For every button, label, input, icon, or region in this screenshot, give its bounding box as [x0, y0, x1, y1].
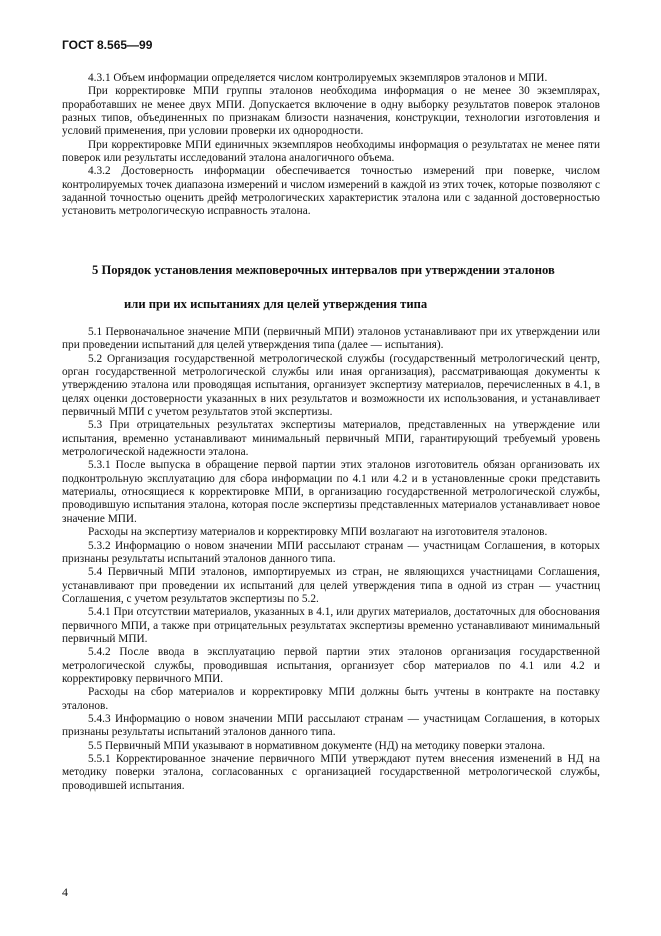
paragraph: 5.5.1 Корректированное значение первичного МПИ утверждают путем внесения изменений в НД на методику поверки эталона, согласованных с организацией государственной метрологической службы, проводившей испытания. [62, 753, 600, 792]
paragraph: 5.5 Первичный МПИ указывают в нормативном документе (НД) на методику поверки эталона. [88, 739, 546, 752]
paragraph: Расходы на сбор материалов и корректировку МПИ должны быть учтены в контракте на поставку эталонов. [62, 686, 600, 712]
paragraph: 5.4.2 После ввода в эксплуатацию первой партии этих эталонов организация государственной метрологической службы, проводившая испытания, организует сбор материалов по 4.1 или 4.2 и корректировку первичного МПИ. [62, 646, 600, 685]
section-5-heading [62, 263, 600, 312]
paragraph: 5.3.2 Информацию о новом значении МПИ рассылают странам — участницам Соглашения, в которых признаны результаты испытаний эталонов данного типа. [62, 539, 600, 565]
paragraph: 5.1 Первоначальное значение МПИ (первичный МПИ) эталонов устанавливают при их утверждении или при проведении испытаний для целей утверждения типа (далее — испытания). [62, 326, 600, 352]
paragraph: 5.4.1 При отсутствии материалов, указанных в 4.1, или других материалов, достаточных для обоснования первичного МПИ, а также при отрицательных результатах экспертизы временно устанавливают минимальный первичный МПИ. [62, 606, 600, 645]
page-header-doc-id: ГОСТ 8.565—99 [62, 38, 153, 52]
paragraph: При корректировке МПИ единичных экземпляров необходимы информация о результатах не менее пяти поверок или результаты исследований эталона аналогичного объема. [62, 138, 600, 165]
paragraph: 4.3.2 Достоверность информации обеспечивается точностью измерений при поверке, числом контролируемых точек диапазона измерений и числом измерений в каждой из этих точек, которые позволяют с заданной точностью оценить дрейф метрологических характеристик эталона или с заданной достоверностью установить метрологическую исправность эталона. [62, 165, 600, 218]
paragraph: 5.2 Организация государственной метрологической службы (государственный метрологический центр, орган государственной метрологической службы или иная организация), рассматривающая документы к утверждению эталона или проводящая испытания, организует экспертизу материалов, перечисленных в 4.1, в целях оценки достоверности указанных в них результатов и возможности их использования, и устанавливает первичный МПИ с учетом результатов этой экспертизы. [62, 352, 600, 419]
paragraph: 5.3.1 После выпуска в обращение первой партии этих эталонов изготовитель обязан организовать их подконтрольную эксплуатацию для сбора информации по 4.1 или 4.2 и в установленные сроки представить материалы, относящиеся к корректировке МПИ, в организацию государственной метрологической службы, проводившую испытания эталона, которая после экспертизы представленных материалов устанавливает новое значение МПИ. [62, 459, 600, 525]
section-4-3-text [62, 72, 600, 219]
paragraph: 4.3.1 Объем информации определяется числом контролируемых экземпляров эталонов и МПИ. [88, 72, 548, 84]
paragraph: 5.4 Первичный МПИ эталонов, импортируемых из стран, не являющихся участницами Соглашения, устанавливают при проведении их испытаний для целей утверждения типа в одной из стран — участниц Соглашения, с учетом результатов экспертизы по 5.2. [62, 566, 600, 605]
paragraph: 5.4.3 Информацию о новом значении МПИ рассылают странам — участницам Соглашения, в которых признаны результаты испытаний эталонов данного типа. [62, 712, 600, 739]
paragraph: При корректировке МПИ группы эталонов необходима информация о не менее 30 экземплярах, проработавших не менее двух МПИ. Допускается включение в одну выборку результатов поверок эталонов разных типов, объединенных по признакам близости назначения, конструкции, технологии изготовления и условий применения, при условии проверки их однородности. [62, 85, 600, 138]
section-5-title-line2: или при их испытаниях для целей утверждения типа [124, 297, 428, 311]
paragraph: 5.3 При отрицательных результатах экспертизы материалов, представленных на утверждение или испытания, временно устанавливают минимальный первичный МПИ, гарантирующий требуемый уровень метрологической надежности эталона. [62, 419, 600, 459]
section-5-title-line1: 5 Порядок установления межповерочных интервалов при утверждении эталонов [92, 263, 555, 277]
section-5-text [62, 326, 600, 793]
page-number: 4 [62, 885, 68, 899]
paragraph: Расходы на экспертизу материалов и корректировку МПИ возлагают на изготовителя эталонов. [88, 526, 548, 539]
